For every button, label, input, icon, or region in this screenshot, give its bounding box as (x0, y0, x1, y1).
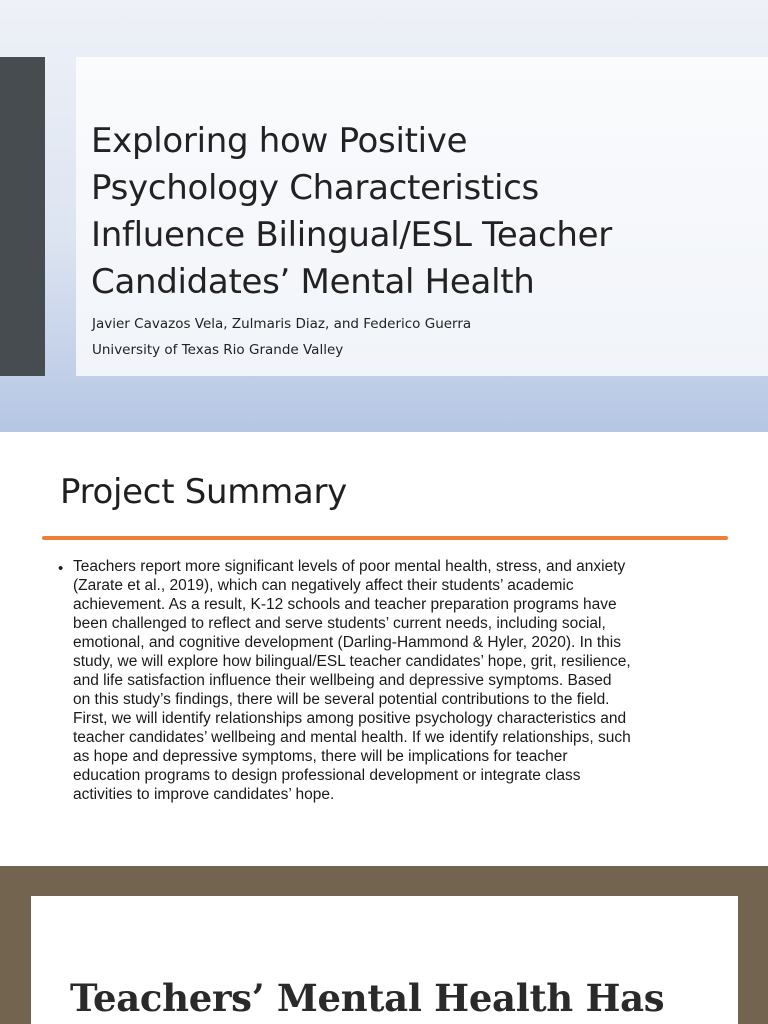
paragraph-line: education programs to design professional development or integrate class (73, 767, 581, 784)
section-title: Project Summary (60, 472, 347, 512)
paragraph-line: as hope and depressive symptoms, there will be implications for teacher (73, 748, 568, 765)
bullet-icon: • (58, 560, 64, 577)
presentation-title (91, 118, 711, 306)
summary-slide (0, 432, 768, 866)
paragraph-line: study, we will explore how bilingual/ESL teacher candidates’ hope, grit, resilience, (73, 653, 631, 670)
paragraph-line: on this study’s findings, there will be several potential contributions to the field. (73, 691, 610, 708)
title-underline (42, 536, 728, 540)
title-line: Psychology Characteristics (91, 168, 539, 208)
paragraph-line: been challenged to reflect and serve students’ current needs, including social, (73, 615, 606, 632)
paragraph-line: and life satisfaction influence their wellbeing and depressive symptoms. Based (73, 672, 612, 689)
accent-bar (0, 57, 45, 376)
paragraph-line: activities to improve candidates’ hope. (73, 786, 335, 803)
title-line: Influence Bilingual/ESL Teacher (91, 215, 612, 255)
title-line: Candidates’ Mental Health (91, 262, 535, 302)
paragraph-line: First, we will identify relationships among positive psychology characteristics and (73, 710, 627, 727)
paragraph-line: Teachers report more significant levels of poor mental health, stress, and anxiety (73, 558, 626, 575)
slide-heading: Teachers’ Mental Health Has (70, 976, 665, 1020)
affiliation: University of Texas Rio Grande Valley (92, 342, 344, 358)
paragraph-line: (Zarate et al., 2019), which can negatively affect their students’ academic (73, 577, 574, 594)
paragraph-line: emotional, and cognitive development (Darling-Hammond & Hyler, 2020). In this (73, 634, 621, 651)
paragraph-line: achievement. As a result, K-12 schools and teacher preparation programs have (73, 596, 617, 613)
paragraph-line: teacher candidates’ wellbeing and mental health. If we identify relationships, such (73, 729, 631, 746)
authors: Javier Cavazos Vela, Zulmaris Diaz, and Federico Guerra (92, 316, 472, 332)
title-line: Exploring how Positive (91, 121, 468, 161)
summary-paragraph (73, 557, 713, 804)
